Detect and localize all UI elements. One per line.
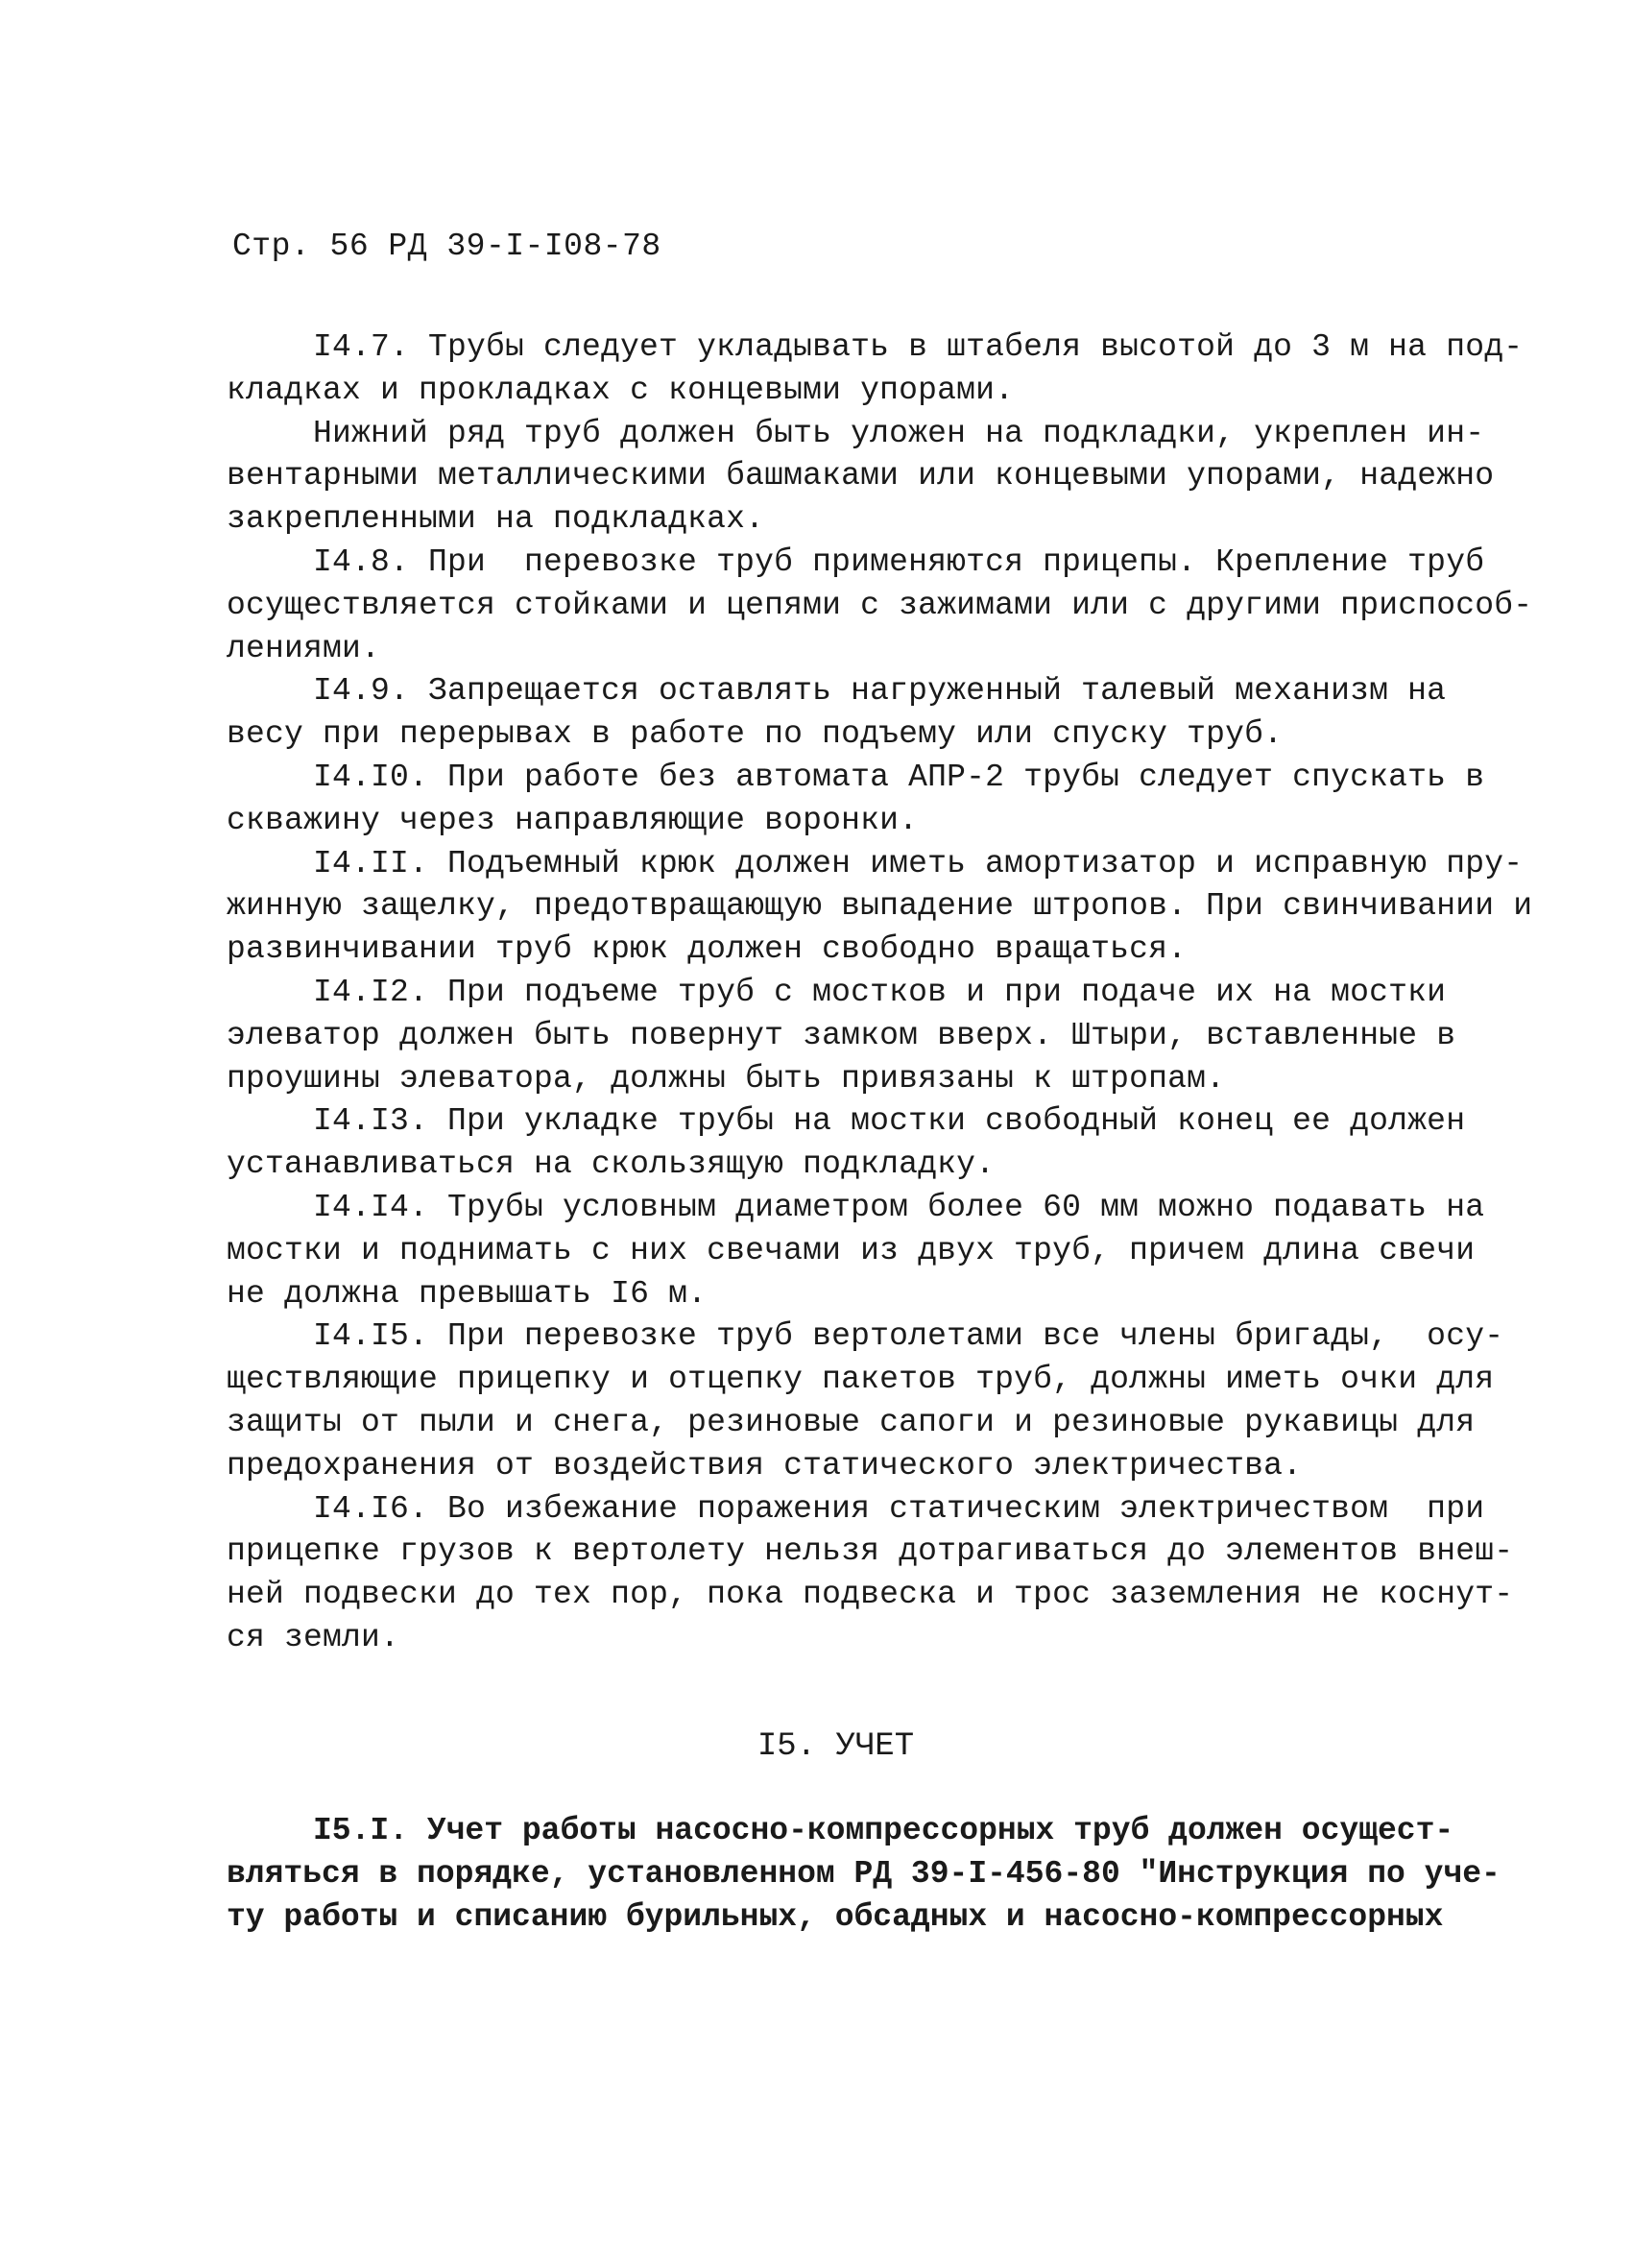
paragraph-14-16 (227, 1488, 1514, 1660)
text-line: элеватор должен быть повернут замком вверх. Штыри, вставленные в (227, 1017, 1456, 1053)
text-line: защиты от пыли и снега, резиновые сапоги и резиновые рукавицы для (227, 1404, 1476, 1440)
paragraph-14-13 (227, 1100, 1466, 1187)
text-line: весу при перерывах в работе по подъему или спуску труб. (227, 716, 1284, 753)
paragraph-lower-row (227, 413, 1495, 542)
text-line: кладках и прокладках с концевыми упорами. (227, 372, 1015, 408)
paragraph-14-11 (227, 843, 1533, 972)
text-line: I5.I. Учет работы насосно-компрессорных труб должен осущест- (313, 1813, 1454, 1848)
text-line: I4.I5. При перевозке труб вертолетами все члены бригады, осу- (313, 1318, 1504, 1355)
text-line: не должна превышать I6 м. (227, 1275, 708, 1312)
paragraph-14-8 (227, 542, 1533, 670)
text-line: ту работы и списанию бурильных, обсадных и насосно-компрессорных (227, 1898, 1444, 1935)
text-line: Нижний ряд труб должен быть уложен на подкладки, укреплен ин- (313, 415, 1485, 451)
text-line: I4.I4. Трубы условным диаметром более 60 мм можно подавать на (313, 1189, 1485, 1225)
text-line: I4.9. Запрещается оставлять нагруженный талевый механизм на (313, 673, 1447, 710)
text-line: I4.I2. При подъеме труб с мостков и при подаче их на мостки (313, 974, 1447, 1010)
page-header: Стр. 56 РД 39-I-I08-78 (232, 229, 661, 264)
text-line: лениями. (227, 630, 381, 666)
text-line: вентарными металлическими башмаками или концевыми упорами, надежно (227, 458, 1495, 495)
paragraph-14-12 (227, 972, 1456, 1100)
text-line: I4.II. Подъемный крюк должен иметь амортизатор и исправную пру- (313, 845, 1524, 881)
paragraph-14-15 (227, 1315, 1504, 1487)
text-line: вляться в порядке, установленном РД 39-I-456-80 "Инструкция по уче- (227, 1855, 1501, 1892)
document-body (227, 326, 1533, 1660)
text-line: жинную защелку, предотвращающую выпадение штропов. При свинчивании и (227, 888, 1533, 925)
text-line: развинчивании труб крюк должен свободно вращаться. (227, 931, 1188, 968)
text-line: I4.8. При перевозке труб применяются прицепы. Крепление труб (313, 543, 1485, 580)
text-line: I4.I3. При укладке трубы на мостки свободный конец ее должен (313, 1103, 1466, 1140)
text-line: устанавливаться на скользящую подкладку. (227, 1146, 996, 1183)
paragraph-14-9 (227, 670, 1447, 757)
text-line: I4.I6. Во избежание поражения статическим электричеством при (313, 1490, 1485, 1527)
text-line: закрепленными на подкладках. (227, 501, 765, 538)
text-line: мостки и поднимать с них свечами из двух труб, причем длина свечи (227, 1232, 1476, 1268)
text-line: I4.7. Трубы следует укладывать в штабеля высотой до 3 м на под- (313, 329, 1524, 365)
text-line: прицепке грузов к вертолету нельзя дотрагиваться до элементов внеш- (227, 1533, 1514, 1570)
paragraph-14-10 (227, 757, 1485, 843)
text-line: ся земли. (227, 1619, 400, 1655)
text-line: предохранения от воздействия статического электричества. (227, 1447, 1303, 1484)
section-title: I5. УЧЕТ (756, 1728, 915, 1765)
section-body (227, 1810, 1501, 1939)
paragraph-14-14 (227, 1187, 1485, 1315)
text-line: осуществляется стойками и цепями с зажимами или с другими приспособ- (227, 587, 1533, 623)
text-line: проушины элеватора, должны быть привязаны к штропам. (227, 1060, 1226, 1097)
text-line: ществляющие прицепку и отцепку пакетов труб, должны иметь очки для (227, 1362, 1495, 1398)
text-line: ней подвески до тех пор, пока подвеска и трос заземления не коснут- (227, 1577, 1514, 1613)
paragraph-14-7 (227, 326, 1524, 413)
text-line: скважину через направляющие воронки. (227, 802, 919, 838)
text-line: I4.I0. При работе без автомата АПР-2 трубы следует спускать в (313, 759, 1485, 795)
